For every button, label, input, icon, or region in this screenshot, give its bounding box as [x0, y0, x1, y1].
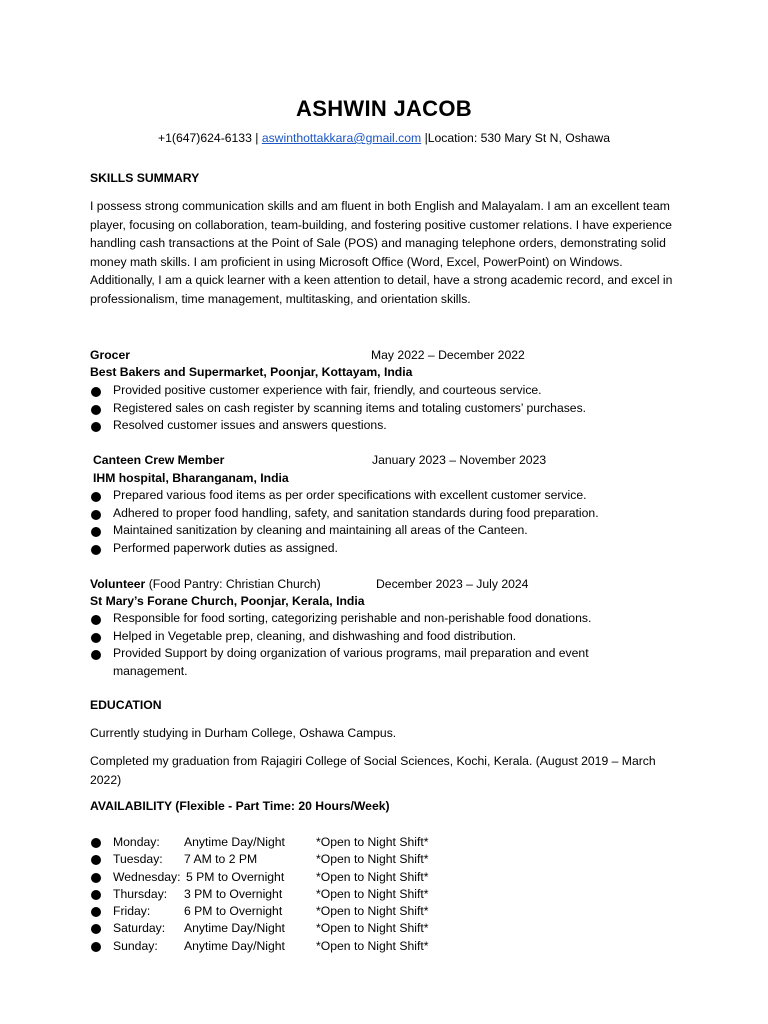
job-dates: December 2023 – July 2024 [376, 577, 529, 591]
bullet-icon [91, 422, 101, 432]
job-dates: May 2022 – December 2022 [371, 348, 525, 362]
availability-heading: AVAILABILITY (Flexible - Part Time: 20 Hours/Week) [90, 799, 390, 813]
shift-note: *Open to Night Shift* [316, 921, 429, 936]
shift-note: *Open to Night Shift* [316, 938, 429, 953]
duty-text: Adhered to proper food handling, safety, and sanitation standards during food preparation. [113, 505, 599, 520]
contact-line [0, 130, 768, 147]
job-employer: IHM hospital, Bharanganam, India [93, 471, 289, 485]
bullet-icon [91, 855, 101, 865]
day-label: Monday: [113, 835, 160, 849]
bullet-icon [91, 633, 101, 643]
day-label: Thursday: [113, 886, 168, 901]
shift-note: *Open to Night Shift* [316, 852, 429, 867]
time-range: Anytime Day/Night [184, 921, 285, 936]
duty-text: Performed paperwork duties as assigned. [113, 540, 338, 555]
list-item [90, 400, 690, 418]
job-title: Grocer [90, 348, 130, 362]
candidate-name: ASHWIN JACOB [296, 96, 472, 121]
bullet-icon [91, 545, 101, 555]
time-range: 7 AM to 2 PM [184, 852, 258, 867]
bullet-icon [91, 838, 101, 848]
education-line: Completed my graduation from Rajagiri College of Social Sciences, Kochi, Kerala. (August 2019 – March 2022) [90, 754, 656, 787]
job-duties-list [90, 610, 690, 680]
list-item [90, 487, 690, 505]
list-item [90, 505, 690, 523]
job-title-detail: (Food Pantry: Christian Church) [148, 577, 321, 591]
shift-note: *Open to Night Shift* [316, 869, 429, 884]
bullet-icon [91, 924, 101, 934]
duty-text: Registered sales on cash register by scanning items and totaling customers’ purchases. [113, 400, 587, 415]
list-item [90, 522, 690, 540]
bullet-icon [91, 873, 101, 883]
bullet-icon [91, 405, 101, 415]
duty-text: Resolved customer issues and answers questions. [113, 418, 387, 432]
shift-note: *Open to Night Shift* [316, 835, 429, 849]
duty-text: Prepared various food items as per order specifications with excellent customer service. [113, 488, 587, 502]
job-duties-list [90, 382, 690, 435]
skills-heading: SKILLS SUMMARY [90, 171, 200, 185]
education-line: Currently studying in Durham College, Oshawa Campus. [90, 726, 397, 740]
bullet-icon [91, 510, 101, 520]
job-duties-list [90, 487, 690, 557]
list-item [90, 610, 690, 628]
bullet-icon [91, 942, 101, 952]
duty-text: Maintained sanitization by cleaning and maintaining all areas of the Canteen. [113, 523, 528, 537]
education-heading: EDUCATION [90, 698, 162, 712]
day-label: Wednesday: [113, 869, 181, 884]
bullet-icon [91, 615, 101, 625]
shift-note: *Open to Night Shift* [316, 904, 429, 919]
list-item [90, 417, 690, 435]
list-item [90, 645, 633, 680]
day-label: Sunday: [113, 938, 158, 953]
bullet-icon [91, 650, 101, 660]
bullet-icon [91, 890, 101, 900]
time-range: Anytime Day/Night [184, 938, 285, 953]
list-item [90, 540, 690, 558]
list-item [90, 382, 690, 400]
job-employer: Best Bakers and Supermarket, Poonjar, Kottayam, India [90, 365, 413, 379]
bullet-icon [91, 492, 101, 502]
day-label: Friday: [113, 904, 151, 919]
duty-text: Helped in Vegetable prep, cleaning, and dishwashing and food distribution. [113, 628, 517, 643]
day-label: Tuesday: [113, 852, 163, 867]
bullet-icon [91, 387, 101, 397]
day-label: Saturday: [113, 921, 166, 936]
job-employer: St Mary’s Forane Church, Poonjar, Kerala, India [90, 594, 365, 608]
time-range: 6 PM to Overnight [184, 904, 283, 919]
duty-text: Provided positive customer experience with fair, friendly, and courteous service. [113, 383, 542, 397]
time-range: 3 PM to Overnight [184, 886, 283, 901]
email-link[interactable]: aswinthottakkara@gmail.com [261, 131, 422, 145]
time-range: Anytime Day/Night [184, 835, 285, 849]
job-title: Canteen Crew Member [93, 453, 225, 467]
list-item [90, 628, 690, 646]
job-title: Volunteer [90, 577, 146, 591]
job-dates: January 2023 – November 2023 [372, 453, 547, 467]
skills-paragraph: I possess strong communication skills and am fluent in both English and Malayalam. I am an excellent team player, focusing on collaboration, team-building, and fostering positive customer relations. I have experience handling cash transactions at the Point of Sale (POS) and managing telephone orders, demonstrating solid money math skills. I am proficient in using Microsoft Office (Word, Excel, PowerPoint) on Windows. Additionally, I am a quick learner with a keen attention to detail, have a strong academic record, and excel in professionalism, time management, multitasking, and orientation skills. [90, 199, 673, 306]
bullet-icon [91, 527, 101, 537]
bullet-icon [91, 907, 101, 917]
phone-number: +1(647)624-6133 | [158, 131, 259, 145]
shift-note: *Open to Night Shift* [316, 886, 429, 901]
duty-text: Provided Support by doing organization of various programs, mail preparation and event management. [113, 646, 589, 678]
duty-text: Responsible for food sorting, categorizing perishable and non-perishable food donations. [113, 611, 592, 625]
time-range: 5 PM to Overnight [186, 869, 285, 884]
location-text: |Location: 530 Mary St N, Oshawa [424, 131, 610, 145]
job-title-line [90, 576, 321, 593]
